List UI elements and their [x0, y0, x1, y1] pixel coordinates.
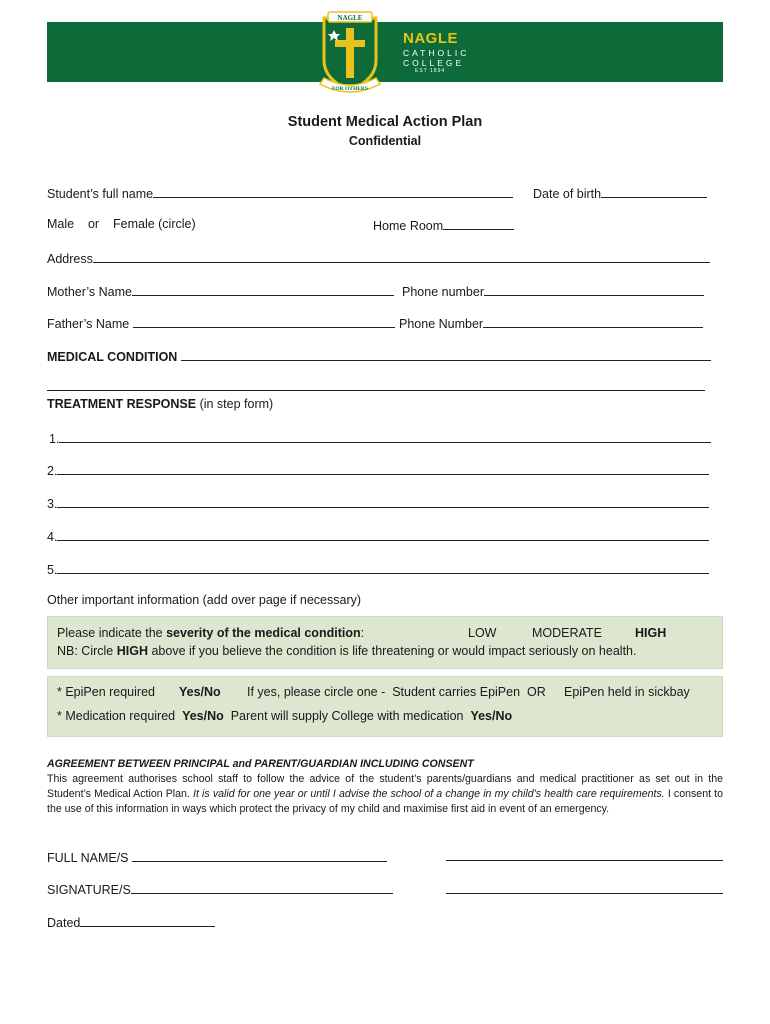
header-banner: [47, 22, 723, 82]
full-names-line: [132, 849, 387, 862]
parent-supply-yesno[interactable]: Yes/No: [470, 709, 513, 723]
medication-label: * Medication required: [57, 709, 176, 723]
step-number: 4.: [47, 530, 58, 544]
agreement-section: [47, 757, 723, 817]
medication-yesno[interactable]: Yes/No: [182, 709, 224, 723]
severity-bold: severity of the medical condition: [166, 626, 361, 640]
brand-line1: CATHOLIC: [403, 48, 470, 58]
full-names-label: FULL NAME/S: [47, 851, 129, 865]
other-info-label: Other important information (add over page if necessary): [47, 593, 362, 607]
mother-name-label: Mother’s Name: [47, 285, 132, 299]
brand-est: EST 1894: [415, 68, 446, 74]
severity-colon: :: [360, 626, 365, 640]
crest-motto-text: FOR OTHERS: [332, 86, 368, 92]
phone1-label: Phone number: [402, 285, 485, 299]
nb-rest: above if you believe the condition is life threatening or would impact seriously on health.: [147, 644, 637, 658]
full-names-field[interactable]: [47, 849, 387, 865]
signatures-line: [131, 881, 393, 894]
treatment-sub: (in step form): [196, 397, 274, 411]
treatment-heading: [47, 397, 273, 411]
treatment-step-3[interactable]: [47, 495, 709, 511]
epipen-label: * EpiPen required: [57, 685, 155, 699]
treatment-label: TREATMENT RESPONSE: [47, 397, 197, 411]
epipen-yesno[interactable]: Yes/No: [179, 685, 221, 699]
treatment-step-4[interactable]: [47, 528, 709, 544]
phone2-field[interactable]: [399, 315, 703, 331]
parent-supply-label: Parent will supply College with medication: [230, 709, 464, 723]
agreement-text-2: I consent to the use of this information in ways which protect the privacy of my child and maximise first aid in event of an emergency.: [47, 788, 723, 815]
address-line: [93, 250, 710, 263]
step-line: [57, 528, 709, 541]
home-room-label: Home Room: [373, 219, 444, 233]
dob-field[interactable]: [533, 185, 707, 201]
brand-line2: COLLEGE: [403, 58, 465, 68]
phone2-line: [483, 315, 703, 328]
phone1-line: [484, 283, 704, 296]
father-name-line: [133, 315, 395, 328]
mother-name-line: [132, 283, 394, 296]
student-name-line: [153, 185, 513, 198]
step-line: [57, 462, 709, 475]
severity-low-option[interactable]: LOW: [468, 626, 497, 640]
treatment-step-2[interactable]: [47, 462, 709, 478]
address-field[interactable]: [47, 250, 710, 266]
treatment-step-5[interactable]: [47, 561, 709, 577]
home-room-line: [443, 217, 514, 230]
signatures-label: SIGNATURE/S: [47, 883, 131, 897]
step-number: 5.: [47, 563, 58, 577]
student-name-field[interactable]: [47, 185, 513, 201]
nb-prefix: NB: Circle: [57, 644, 117, 658]
severity-box: [47, 616, 723, 669]
step-line: [59, 430, 711, 443]
step-number: 3.: [47, 497, 58, 511]
mother-name-field[interactable]: [47, 283, 394, 299]
college-crest-icon: [318, 10, 382, 96]
dated-field[interactable]: [47, 914, 215, 930]
page-subtitle: Confidential: [348, 134, 422, 148]
severity-note: [57, 644, 636, 658]
phone1-field[interactable]: [402, 283, 704, 299]
dated-line: [80, 914, 215, 927]
nb-bold: HIGH: [116, 644, 148, 658]
step-line: [57, 495, 709, 508]
signatures-line-2[interactable]: [446, 893, 723, 894]
home-room-field[interactable]: [373, 217, 514, 233]
epipen-ifyes[interactable]: If yes, please circle one - Student carries EpiPen OR: [247, 685, 546, 699]
dated-label: Dated: [47, 916, 81, 930]
medical-condition-line-2[interactable]: [47, 390, 705, 391]
severity-prefix: Please indicate the: [57, 626, 167, 640]
father-name-field[interactable]: [47, 315, 395, 331]
dob-line: [601, 185, 707, 198]
crest-top-text: NAGLE: [337, 14, 363, 22]
epipen-box: [47, 676, 723, 737]
medical-condition-line: [181, 348, 711, 361]
medication-row: [57, 709, 512, 723]
step-number: 1.: [49, 432, 60, 446]
agreement-heading: AGREEMENT BETWEEN PRINCIPAL and PARENT/GUARDIAN INCLUDING CONSENT: [47, 758, 474, 770]
agreement-text-1: This agreement authorises school staff to follow the advice of the student’s parents/guardians and medical practitioner as set out in the Student’s Medical Action Plan.: [47, 773, 723, 800]
step-number: 2.: [47, 464, 58, 478]
epipen-sickbay[interactable]: EpiPen held in sickbay: [564, 685, 690, 699]
step-line: [57, 561, 709, 574]
address-label: Address: [47, 252, 93, 266]
agreement-text: [47, 772, 723, 817]
treatment-step-1[interactable]: [49, 430, 711, 446]
phone2-label: Phone Number: [399, 317, 484, 331]
severity-high-option[interactable]: HIGH: [635, 626, 667, 640]
student-name-label: Student’s full name: [47, 187, 154, 201]
gender-field[interactable]: Male or Female (circle): [47, 217, 196, 231]
agreement-text-italic: It is valid for one year or until I advise the school of a change in my child’s health care requirements.: [193, 788, 665, 800]
brand-name: NAGLE: [403, 30, 458, 47]
dob-label: Date of birth: [533, 187, 602, 201]
medical-condition-field[interactable]: [47, 348, 711, 364]
full-names-line-2[interactable]: [446, 860, 723, 861]
father-name-label: Father’s Name: [47, 317, 130, 331]
medical-condition-label: MEDICAL CONDITION: [47, 350, 178, 364]
page-title: Student Medical Action Plan: [287, 114, 483, 130]
signatures-field[interactable]: [47, 881, 393, 897]
severity-moderate-option[interactable]: MODERATE: [532, 626, 602, 640]
severity-prompt: [57, 626, 364, 640]
